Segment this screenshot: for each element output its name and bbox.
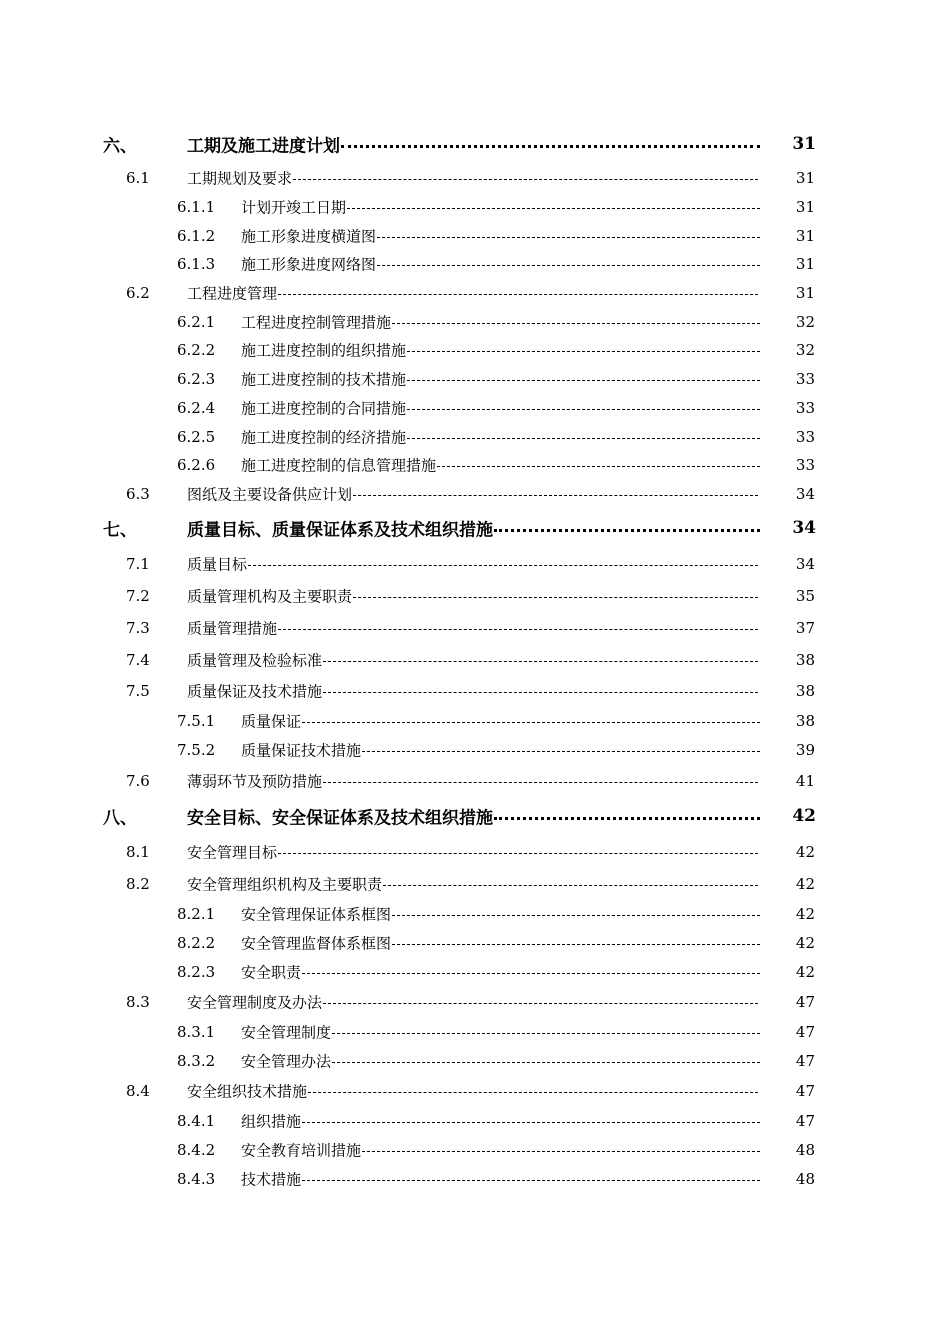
- toc-entry-level-3[interactable]: [0, 929, 950, 957]
- toc-entry-level-2[interactable]: [0, 164, 950, 192]
- toc-entry-level-3[interactable]: [0, 336, 950, 364]
- toc-entry-page-number: 33: [795, 428, 815, 446]
- toc-entry-title: 安全组织技术措施: [187, 1082, 308, 1101]
- toc-leader-dots: [362, 1151, 760, 1152]
- toc-entry-title: 安全管理保证体系框图: [241, 905, 392, 924]
- toc-entry-title: 组织措施: [241, 1112, 302, 1131]
- toc-entry-page-number: 34: [792, 518, 816, 538]
- toc-entry-number: 六、: [103, 136, 137, 157]
- toc-entry-number: 8.4.3: [177, 1170, 216, 1188]
- toc-entry-page-number: 31: [792, 134, 816, 154]
- toc-entry-page-number: 31: [795, 255, 815, 273]
- toc-entry-number: 6.2.5: [177, 428, 216, 446]
- toc-leader-dots: [347, 208, 760, 209]
- toc-entry-title: 质量管理及检验标准: [187, 651, 323, 670]
- toc-entry-title: 施工进度控制的技术措施: [241, 370, 407, 389]
- toc-leader-dots: [341, 145, 760, 148]
- toc-entry-level-2[interactable]: [0, 279, 950, 307]
- toc-entry-number: 7.5.1: [177, 712, 216, 730]
- toc-leader-dots: [323, 1003, 758, 1004]
- toc-entry-page-number: 35: [795, 587, 815, 605]
- toc-entry-number: 6.2.1: [177, 313, 216, 331]
- toc-entry-level-3[interactable]: [0, 308, 950, 336]
- toc-entry-level-2[interactable]: [0, 838, 950, 866]
- toc-entry-title: 质量目标: [187, 555, 248, 574]
- toc-entry-number: 七、: [103, 520, 137, 541]
- toc-entry-level-3[interactable]: [0, 222, 950, 250]
- toc-entry-number: 6.1.1: [177, 198, 216, 216]
- toc-entry-title: 质量保证技术措施: [241, 741, 362, 760]
- toc-leader-dots: [377, 265, 760, 266]
- toc-entry-page-number: 47: [795, 1023, 815, 1041]
- toc-leader-dots: [302, 722, 760, 723]
- toc-entry-title: 安全目标、安全保证体系及技术组织措施: [187, 808, 493, 829]
- toc-leader-dots: [308, 1092, 758, 1093]
- toc-entry-level-3[interactable]: [0, 250, 950, 278]
- toc-entry-number: 6.1.3: [177, 255, 216, 273]
- toc-entry-level-3[interactable]: [0, 193, 950, 221]
- toc-leader-dots: [353, 495, 758, 496]
- toc-entry-page-number: 34: [795, 485, 815, 503]
- toc-entry-level-3[interactable]: [0, 451, 950, 479]
- toc-entry-page-number: 38: [795, 651, 815, 669]
- toc-entry-title: 工程进度控制管理措施: [241, 313, 392, 332]
- toc-entry-title: 施工进度控制的合同措施: [241, 399, 407, 418]
- toc-leader-dots: [383, 885, 758, 886]
- toc-entry-number: 6.1: [126, 169, 150, 187]
- toc-entry-page-number: 47: [795, 1052, 815, 1070]
- toc-leader-dots: [302, 1122, 760, 1123]
- toc-leader-dots: [353, 597, 758, 598]
- toc-entry-number: 8.4.1: [177, 1112, 216, 1130]
- toc-entry-level-2[interactable]: [0, 646, 950, 674]
- toc-entry-number: 6.3: [126, 485, 150, 503]
- toc-entry-number: 7.6: [126, 772, 150, 790]
- toc-leader-dots: [407, 438, 760, 439]
- toc-entry-number: 7.4: [126, 651, 150, 669]
- toc-entry-page-number: 47: [795, 1112, 815, 1130]
- toc-entry-page-number: 34: [795, 555, 815, 573]
- toc-entry-number: 6.2: [126, 284, 150, 302]
- toc-entry-number: 6.1.2: [177, 227, 216, 245]
- toc-entry-title: 工程进度管理: [187, 284, 278, 303]
- toc-entry-page-number: 31: [795, 198, 815, 216]
- toc-entry-page-number: 33: [795, 370, 815, 388]
- toc-leader-dots: [323, 782, 758, 783]
- toc-leader-dots: [392, 915, 760, 916]
- toc-entry-page-number: 32: [795, 313, 815, 331]
- toc-entry-level-2[interactable]: [0, 767, 950, 795]
- toc-leader-dots: [392, 323, 760, 324]
- toc-entry-number: 7.3: [126, 619, 150, 637]
- toc-leader-dots: [323, 661, 758, 662]
- toc-entry-title: 质量管理机构及主要职责: [187, 587, 353, 606]
- toc-entry-page-number: 42: [795, 843, 815, 861]
- toc-entry-title: 质量目标、质量保证体系及技术组织措施: [187, 520, 493, 541]
- toc-entry-level-3[interactable]: [0, 394, 950, 422]
- toc-entry-title: 质量管理措施: [187, 619, 278, 638]
- toc-entry-page-number: 39: [795, 741, 815, 759]
- toc-leader-dots: [494, 529, 760, 532]
- toc-entry-title: 施工进度控制的经济措施: [241, 428, 407, 447]
- toc-leader-dots: [293, 179, 758, 180]
- toc-entry-level-2[interactable]: [0, 550, 950, 578]
- toc-entry-title: 施工进度控制的信息管理措施: [241, 456, 437, 475]
- toc-entry-page-number: 31: [795, 169, 815, 187]
- toc-entry-number: 8.2.1: [177, 905, 216, 923]
- toc-entry-title: 安全教育培训措施: [241, 1141, 362, 1160]
- toc-entry-page-number: 33: [795, 456, 815, 474]
- toc-leader-dots: [407, 380, 760, 381]
- toc-entry-level-3[interactable]: [0, 1107, 950, 1135]
- toc-entry-number: 8.3.2: [177, 1052, 216, 1070]
- toc-entry-title: 安全管理目标: [187, 843, 278, 862]
- toc-entry-title: 施工形象进度横道图: [241, 227, 377, 246]
- toc-entry-level-3[interactable]: [0, 1136, 950, 1164]
- toc-entry-title: 工期及施工进度计划: [187, 136, 340, 157]
- toc-entry-number: 8.3.1: [177, 1023, 216, 1041]
- toc-entry-number: 8.4.2: [177, 1141, 216, 1159]
- toc-entry-level-2[interactable]: [0, 870, 950, 898]
- toc-entry-number: 8.3: [126, 993, 150, 1011]
- toc-entry-page-number: 31: [795, 227, 815, 245]
- toc-entry-title: 工期规划及要求: [187, 169, 293, 188]
- toc-entry-level-3[interactable]: [0, 958, 950, 986]
- toc-entry-number: 8.1: [126, 843, 150, 861]
- toc-entry-number: 6.2.4: [177, 399, 216, 417]
- toc-entry-number: 8.2: [126, 875, 150, 893]
- toc-entry-number: 8.2.3: [177, 963, 216, 981]
- toc-entry-number: 6.2.2: [177, 341, 216, 359]
- toc-entry-title: 安全管理制度: [241, 1023, 332, 1042]
- toc-entry-level-3[interactable]: [0, 707, 950, 735]
- toc-entry-title: 薄弱环节及预防措施: [187, 772, 323, 791]
- toc-leader-dots: [332, 1062, 760, 1063]
- toc-leader-dots: [494, 817, 760, 820]
- toc-entry-number: 8.2.2: [177, 934, 216, 952]
- toc-entry-level-3[interactable]: [0, 900, 950, 928]
- toc-entry-level-3[interactable]: [0, 423, 950, 451]
- toc-entry-page-number: 42: [795, 875, 815, 893]
- toc-leader-dots: [392, 944, 760, 945]
- toc-entry-level-2[interactable]: [0, 988, 950, 1016]
- toc-entry-page-number: 41: [795, 772, 815, 790]
- toc-entry-page-number: 31: [795, 284, 815, 302]
- toc-entry-title: 质量保证: [241, 712, 302, 731]
- toc-entry-level-2[interactable]: [0, 1077, 950, 1105]
- toc-leader-dots: [362, 751, 760, 752]
- toc-leader-dots: [278, 294, 758, 295]
- toc-entry-page-number: 42: [795, 963, 815, 981]
- toc-entry-page-number: 42: [795, 905, 815, 923]
- toc-entry-title: 施工进度控制的组织措施: [241, 341, 407, 360]
- toc-entry-title: 安全管理制度及办法: [187, 993, 323, 1012]
- toc-entry-title: 施工形象进度网络图: [241, 255, 377, 274]
- toc-leader-dots: [407, 409, 760, 410]
- toc-entry-level-2[interactable]: [0, 582, 950, 610]
- toc-entry-number: 7.5: [126, 682, 150, 700]
- toc-entry-title: 质量保证及技术措施: [187, 682, 323, 701]
- toc-leader-dots: [302, 1180, 760, 1181]
- toc-entry-page-number: 42: [795, 934, 815, 952]
- toc-entry-page-number: 42: [792, 806, 816, 826]
- toc-entry-page-number: 32: [795, 341, 815, 359]
- toc-entry-level-3[interactable]: [0, 1018, 950, 1046]
- toc-entry-number: 7.2: [126, 587, 150, 605]
- toc-entry-page-number: 47: [795, 1082, 815, 1100]
- toc-entry-level-2[interactable]: [0, 677, 950, 705]
- toc-entry-level-1[interactable]: [0, 802, 950, 830]
- toc-entry-level-2[interactable]: [0, 480, 950, 508]
- toc-entry-level-2[interactable]: [0, 614, 950, 642]
- toc-entry-title: 安全管理办法: [241, 1052, 332, 1071]
- toc-leader-dots: [323, 692, 758, 693]
- toc-entry-title: 安全职责: [241, 963, 302, 982]
- toc-entry-title: 安全管理监督体系框图: [241, 934, 392, 953]
- toc-entry-level-3[interactable]: [0, 736, 950, 764]
- toc-entry-number: 7.5.2: [177, 741, 216, 759]
- toc-leader-dots: [302, 973, 760, 974]
- toc-leader-dots: [377, 237, 760, 238]
- toc-entry-page-number: 33: [795, 399, 815, 417]
- toc-entry-number: 八、: [103, 808, 137, 829]
- toc-entry-level-3[interactable]: [0, 1047, 950, 1075]
- toc-entry-level-1[interactable]: [0, 130, 950, 158]
- toc-entry-level-3[interactable]: [0, 1165, 950, 1193]
- toc-leader-dots: [278, 629, 758, 630]
- toc-entry-level-1[interactable]: [0, 514, 950, 542]
- toc-entry-number: 6.2.6: [177, 456, 216, 474]
- toc-entry-title: 计划开竣工日期: [241, 198, 347, 217]
- toc-entry-page-number: 48: [795, 1141, 815, 1159]
- toc-entry-page-number: 37: [795, 619, 815, 637]
- toc-leader-dots: [407, 351, 760, 352]
- toc-entry-title: 技术措施: [241, 1170, 302, 1189]
- toc-entry-title: 安全管理组织机构及主要职责: [187, 875, 383, 894]
- toc-leader-dots: [332, 1033, 760, 1034]
- toc-entry-number: 7.1: [126, 555, 150, 573]
- toc-entry-page-number: 38: [795, 712, 815, 730]
- toc-entry-number: 8.4: [126, 1082, 150, 1100]
- toc-entry-number: 6.2.3: [177, 370, 216, 388]
- toc-leader-dots: [437, 466, 760, 467]
- toc-entry-title: 图纸及主要设备供应计划: [187, 485, 353, 504]
- toc-entry-page-number: 48: [795, 1170, 815, 1188]
- toc-entry-level-3[interactable]: [0, 365, 950, 393]
- toc-leader-dots: [278, 853, 758, 854]
- toc-leader-dots: [248, 565, 758, 566]
- toc-entry-page-number: 47: [795, 993, 815, 1011]
- toc-entry-page-number: 38: [795, 682, 815, 700]
